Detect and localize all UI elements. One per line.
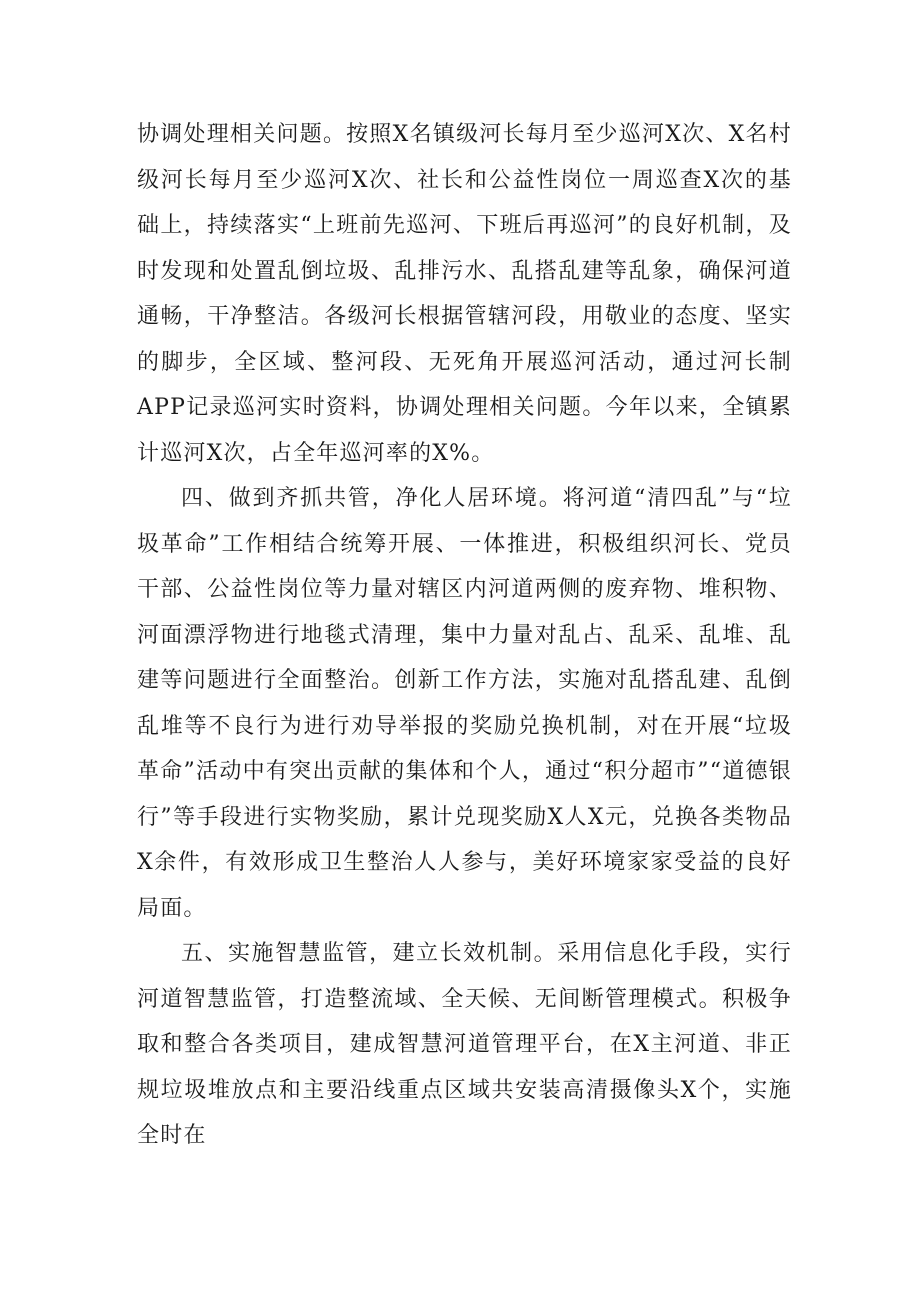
document-body (137, 112, 792, 1159)
paragraph-river-patrol: 协调处理相关问题。按照X名镇级河长每月至少巡河X次、X名村级河长每月至少巡河X次、社长和公益性岗位一周巡查X次的基础上，持续落实“上班前先巡河、下班后再巡河”的良好机制，及时发现和处置乱倒垃圾、乱排污水、乱搭乱建等乱象，确保河道通畅，干净整洁。各级河长根据管辖河段，用敬业的态度、坚实的脚步，全区域、整河段、无死角开展巡河活动，通过河长制APP记录巡河实时资料，协调处理相关问题。今年以来，全镇累计巡河X次，占全年巡河率的X%。 (137, 122, 792, 466)
paragraph-smart-supervision: 五、实施智慧监管，建立长效机制。采用信息化手段，实行河道智慧监管，打造整流域、全天候、无间断管理模式。积极争取和整合各类项目，建成智慧河道管理平台，在X主河道、非正规垃圾堆放点和主要沿线重点区域共安装高清摄像头X个，实施全时在 (137, 941, 792, 1148)
paragraph-joint-management: 四、做到齐抓共管，净化人居环境。将河道“清四乱”与“垃圾革命”工作相结合统筹开展、一体推进，积极组织河长、党员干部、公益性岗位等力量对辖区内河道两侧的废弃物、堆积物、河面漂浮物进行地毯式清理，集中力量对乱占、乱采、乱堆、乱建等问题进行全面整治。创新工作方法，实施对乱搭乱建、乱倒乱堆等不良行为进行劝导举报的奖励兑换机制，对在开展“垃圾革命”活动中有突出贡献的集体和个人，通过“积分超市”“道德银行”等手段进行实物奖励，累计兑现奖励X人X元，兑换各类物品X余件，有效形成卫生整治人人参与，美好环境家家受益的良好局面。 (137, 486, 792, 921)
